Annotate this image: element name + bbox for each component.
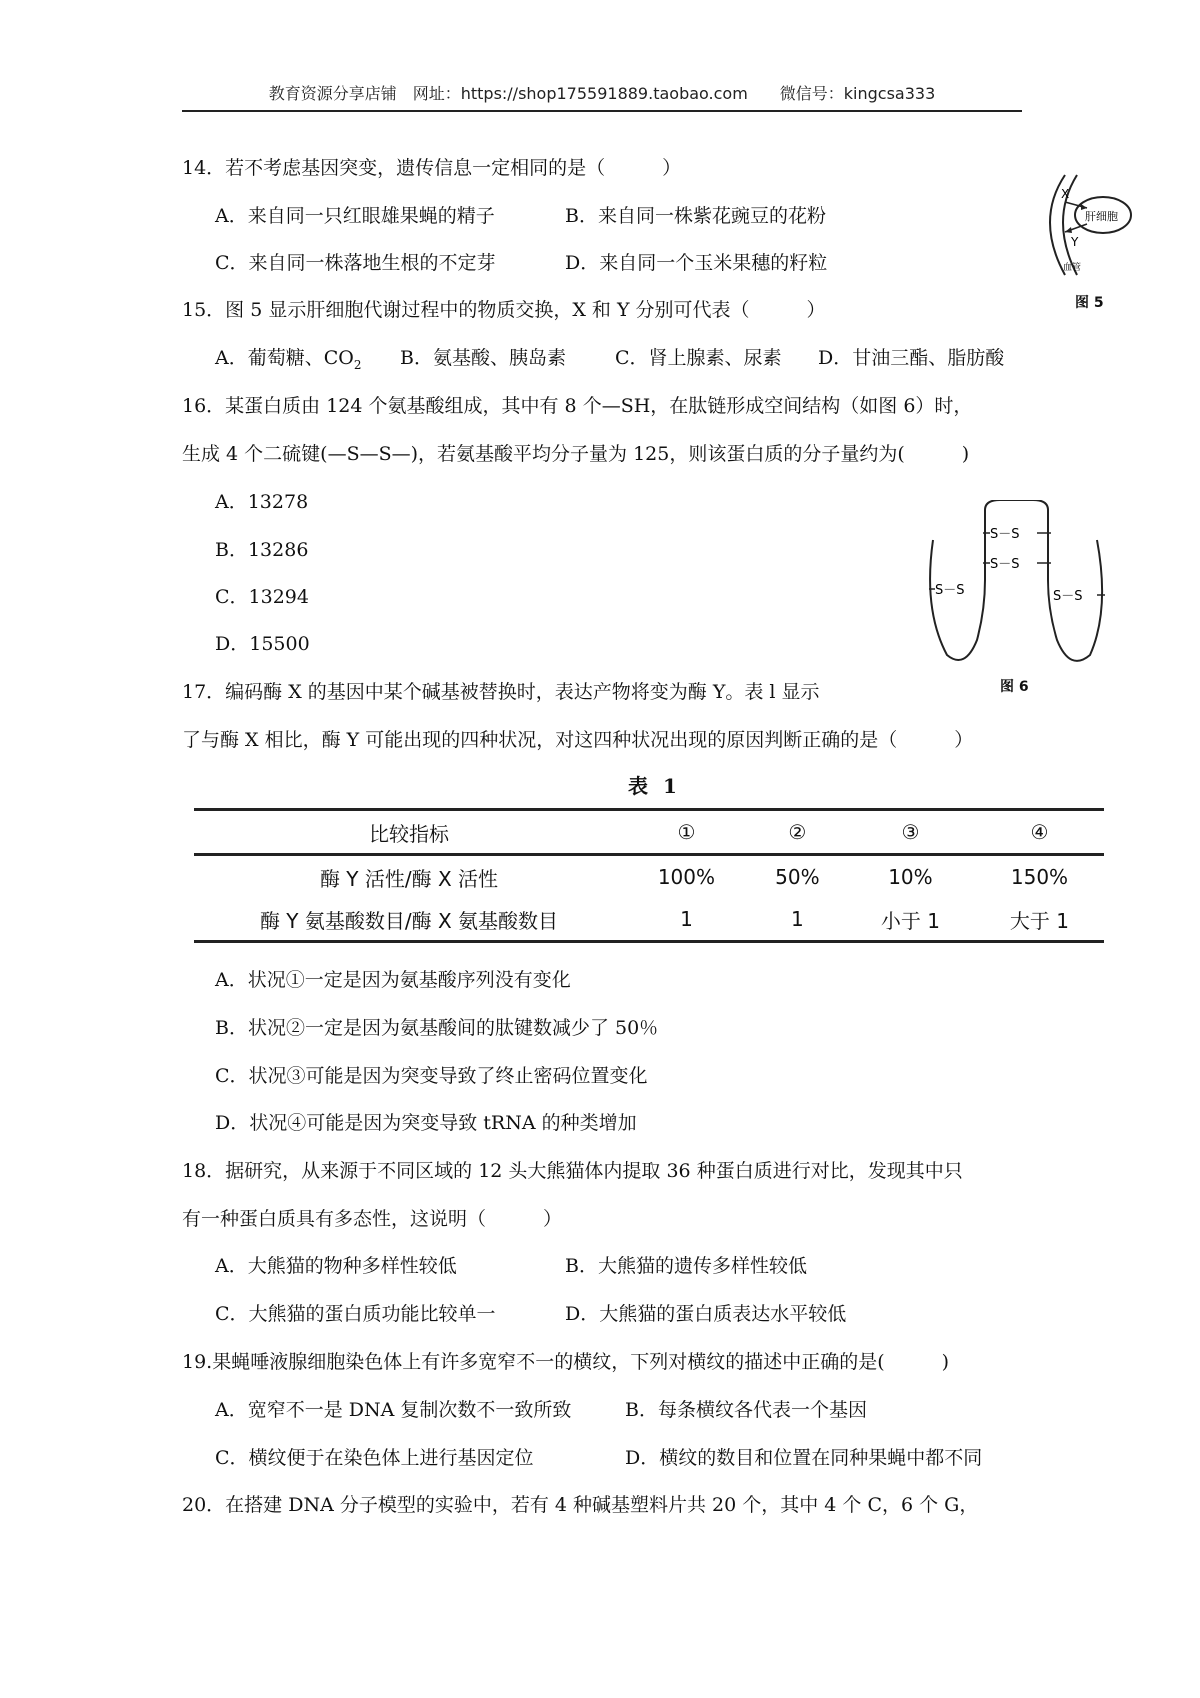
q18-option-a: A．大熊猫的物种多样性较低 <box>215 1255 457 1277</box>
q16-option-b: B．13286 <box>215 539 309 561</box>
q14-option-a: A．来自同一只红眼雄果蝇的精子 <box>215 205 495 227</box>
page-header <box>182 84 1022 112</box>
q17-option-d: D．状况④可能是因为突变导致 tRNA 的种类增加 <box>215 1112 637 1134</box>
q17-option-c: C．状况③可能是因为突变导致了终止密码位置变化 <box>215 1065 648 1087</box>
table-header-cell: ③ <box>901 820 920 844</box>
q15-option-a-sub: 2 <box>353 357 362 372</box>
q19-option-c: C．横纹便于在染色体上进行基因定位 <box>215 1447 534 1469</box>
q15-option-c: C．肾上腺素、尿素 <box>615 347 782 369</box>
figure-6-diagram <box>925 500 1110 680</box>
table-cell: 150% <box>1010 865 1069 889</box>
table-1-title: 表 1 <box>628 774 681 798</box>
q16-option-d: D．15500 <box>215 633 310 655</box>
table-cell: 大于 1 <box>1009 908 1070 933</box>
q14-option-c: C．来自同一株落地生根的不定芽 <box>215 252 496 274</box>
fig6-bond-left: S－S <box>935 583 965 598</box>
table-row <box>194 898 1104 942</box>
figure-5-diagram <box>1035 170 1135 295</box>
q14-option-b: B．来自同一株紫花豌豆的花粉 <box>565 205 826 227</box>
fig5-cell-label: 肝细胞 <box>1085 210 1118 223</box>
question-16-stem-line2: 生成 4 个二硫键(—S—S—)，若氨基酸平均分子量为 125，则该蛋白质的分子量约为( ) <box>182 443 970 465</box>
q17-option-b: B．状况②一定是因为氨基酸间的肽键数减少了 50％ <box>215 1017 659 1039</box>
fig5-x-label: X <box>1061 187 1070 201</box>
question-17-stem-line2: 了与酶 X 相比，酶 Y 可能出现的四种状况，对这四种状况出现的原因判断正确的是（ ） <box>182 729 974 751</box>
q15-option-a-main: A．葡萄糖、CO <box>215 347 354 369</box>
table-header-cell: ④ <box>1030 820 1049 844</box>
q15-option-b: B．氨基酸、胰岛素 <box>400 347 566 369</box>
fig6-bond-right: S－S <box>1053 589 1083 604</box>
table-cell: 100% <box>657 865 716 889</box>
fig5-y-label: Y <box>1071 235 1079 249</box>
question-20-stem: 20．在搭建 DNA 分子模型的实验中，若有 4 种碱基塑料片共 20 个，其中 4 个 C，6 个 G， <box>182 1494 979 1516</box>
table-cell: 1 <box>680 907 693 931</box>
q16-option-a: A．13278 <box>215 491 309 513</box>
question-16-stem-line1: 16．某蛋白质由 124 个氨基酸组成，其中有 8 个—SH，在肽链形成空间结构（如图 6）时， <box>182 395 973 417</box>
table-cell: 50% <box>775 865 820 889</box>
table-header-cell: ① <box>677 820 696 844</box>
question-15-stem: 15．图 5 显示肝细胞代谢过程中的物质交换，X 和 Y 分别可代表（ ） <box>182 299 826 321</box>
q19-option-a: A．宽窄不一是 DNA 复制次数不一致所致 <box>215 1399 572 1421</box>
table-header-cell: ② <box>788 820 807 844</box>
table-cell: 酶 Y 氨基酸数目/酶 X 氨基酸数目 <box>259 908 559 933</box>
fig6-bond-top-2: S－S <box>990 557 1020 572</box>
fig5-vessel-label: 血管 <box>1063 263 1082 273</box>
table-1 <box>194 808 1104 943</box>
question-17-stem-line1: 17．编码酶 X 的基因中某个碱基被替换时，表达产物将变为酶 Y。表 l 显示 <box>182 681 820 703</box>
q14-option-d: D．来自同一个玉米果穗的籽粒 <box>565 252 828 274</box>
header-text: 教育资源分享店铺 网址：https://shop175591889.taobao.com 微信号：kingcsa333 <box>268 84 936 103</box>
q18-option-b: B．大熊猫的遗传多样性较低 <box>565 1255 807 1277</box>
q18-option-c: C．大熊猫的蛋白质功能比较单一 <box>215 1303 496 1325</box>
table-cell: 1 <box>791 907 804 931</box>
question-19-stem: 19.果蝇唾液腺细胞染色体上有许多宽窄不一的横纹，下列对横纹的描述中正确的是( ) <box>182 1351 950 1373</box>
table-header-row <box>194 810 1104 855</box>
table-row <box>194 855 1104 899</box>
question-18-stem-line2: 有一种蛋白质具有多态性，这说明（ ） <box>182 1208 563 1230</box>
q17-option-a: A．状况①一定是因为氨基酸序列没有变化 <box>215 969 571 991</box>
table-cell: 酶 Y 活性/酶 X 活性 <box>319 866 499 891</box>
table-cell: 10% <box>888 865 933 889</box>
question-14-stem: 14．若不考虑基因突变，遗传信息一定相同的是（ ） <box>182 157 682 179</box>
q15-option-a <box>215 346 361 377</box>
q18-option-d: D．大熊猫的蛋白质表达水平较低 <box>565 1303 847 1325</box>
q19-option-d: D．横纹的数目和位置在同种果蝇中都不同 <box>625 1447 983 1469</box>
table-header-cell: 比较指标 <box>369 821 449 846</box>
q16-option-c: C．13294 <box>215 586 309 608</box>
fig6-bond-top-1: S－S <box>990 527 1020 542</box>
question-18-stem-line1: 18．据研究，从来源于不同区域的 12 头大熊猫体内提取 36 种蛋白质进行对比，发现其中只 <box>182 1160 963 1182</box>
table-cell: 小于 1 <box>880 908 940 933</box>
q19-option-b: B．每条横纹各代表一个基因 <box>625 1399 867 1421</box>
q15-option-d: D．甘油三酯、脂肪酸 <box>818 347 1005 369</box>
figure-6-caption: 图 6 <box>1000 679 1029 695</box>
figure-5-caption: 图 5 <box>1075 295 1104 311</box>
